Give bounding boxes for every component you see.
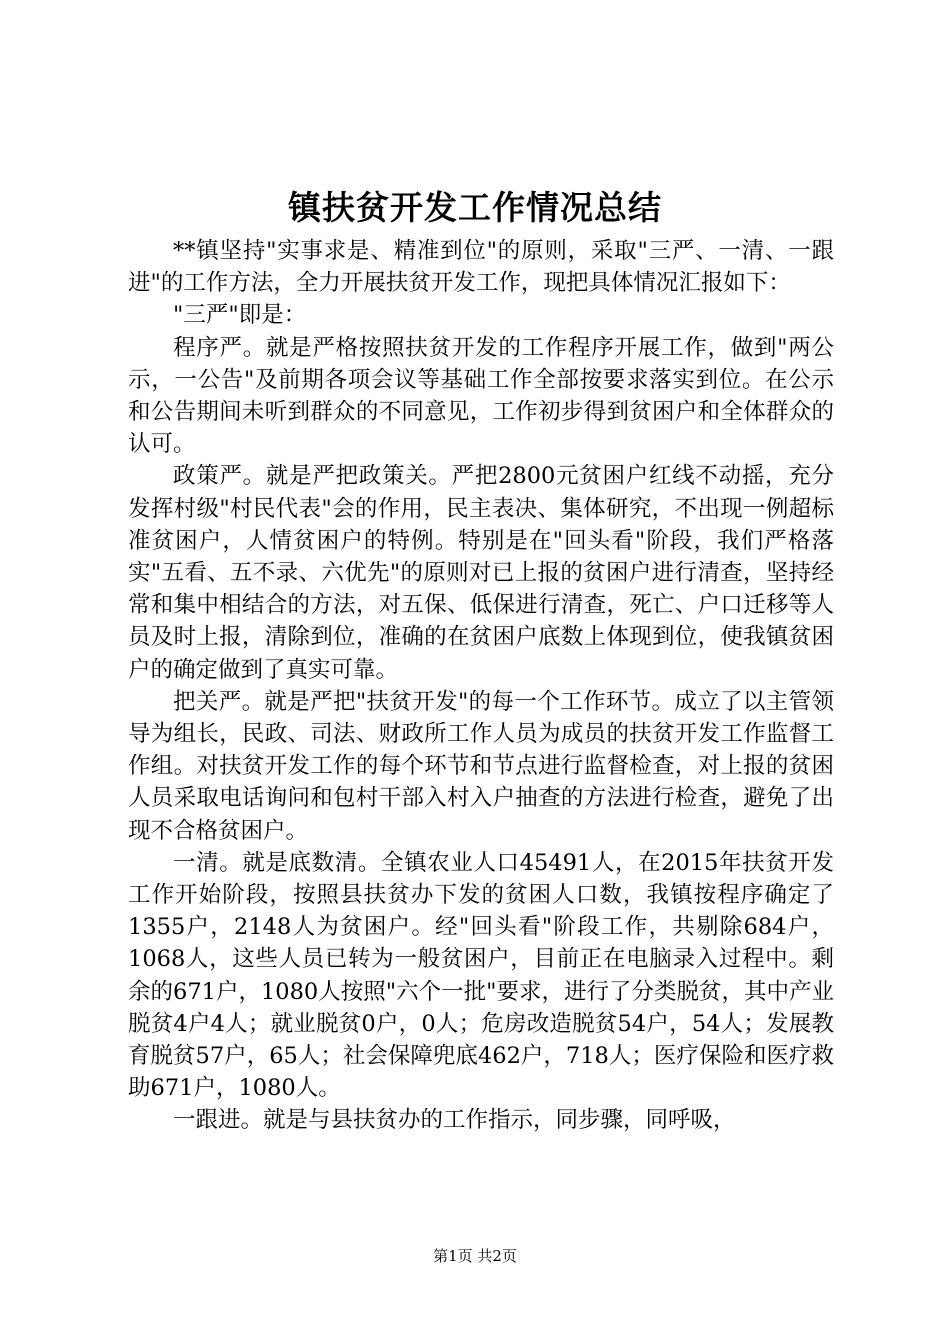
paragraph-policy-strict: 政策严。就是严把政策关。严把2800元贫困户红线不动摇，充分发挥村级"村民代表"会的作用，民主表决、集体研究，不出现一例超标准贫困户，人情贫困户的特例。特别是在"回头看"阶段，我们严格落实"五看、五不录、六优先"的原则对已上报的贫困户进行清查，坚持经常和集中相结合的方法，对五保、低保进行清查，死亡、户口迁移等人员及时上报，清除到位，准确的在贫困户底数上体现到位，使我镇贫困户的确定做到了真实可靠。 [128,463,834,683]
document-body [128,235,834,1137]
paragraph-clear-count: 一清。就是底数清。全镇农业人口45491人，在2015年扶贫开发工作开始阶段，按照县扶贫办下发的贫困人口数，我镇按程序确定了1355户，2148人为贫困户。经"回头看"阶段工作，共剔除684户，1068人，这些人员已转为一般贫困户，目前正在电脑录入过程中。剩余的671户，1080人按照"六个一批"要求，进行了分类脱贫，其中产业脱贫4户4人；就业脱贫0户，0人；危房改造脱贫54户，54人；发展教育脱贫57户，65人；社会保障兜底462户，718人；医疗保险和医疗救助671户，1080人。 [128,849,834,1102]
document-title: 镇扶贫开发工作情况总结 [288,188,662,227]
paragraph-three-strict-heading: "三严"即是： [173,302,307,329]
paragraph-procedure-strict: 程序严。就是严格按照扶贫开发的工作程序开展工作，做到"两公示，一公告"及前期各项会议等基础工作全部按要求落实到位。在公示和公告期间未听到群众的不同意见，工作初步得到贫困户和全体群众的认可。 [128,334,834,458]
paragraph-intro: **镇坚持"实事求是、精准到位"的原则，采取"三严、一清、一跟进"的工作方法，全力开展扶贫开发工作，现把具体情况汇报如下： [128,238,834,297]
page-number-footer: 第1页 共2页 [433,1247,517,1265]
paragraph-follow-up: 一跟进。就是与县扶贫办的工作指示，同步骤，同呼吸， [173,1107,736,1134]
paragraph-checkpoint-strict: 把关严。就是严把"扶贫开发"的每一个工作环节。成立了以主管领导为组长，民政、司法、财政所工作人员为成员的扶贫开发工作监督工作组。对扶贫开发工作的每个环节和节点进行监督检查，对上报的贫困人员采取电话询问和包村干部入村入户抽查的方法进行检查，避免了出现不合格贫困户。 [128,688,834,844]
